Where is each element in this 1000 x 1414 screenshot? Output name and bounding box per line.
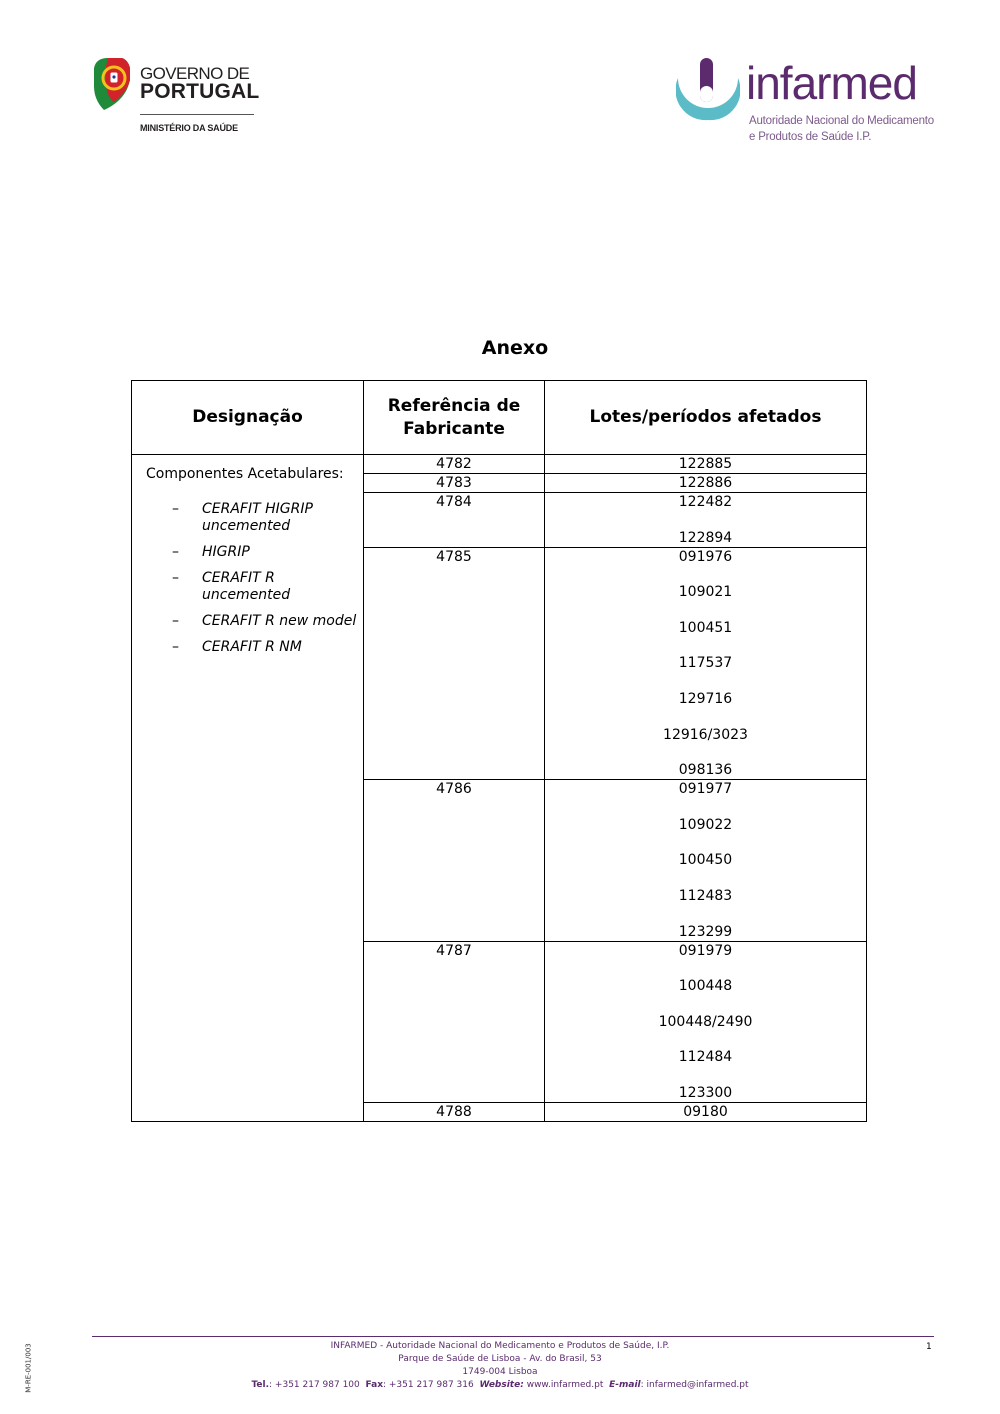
lot-value: 100448 [678,978,733,995]
ref-value: 4785 [436,548,472,565]
header-manufacturer-ref [364,381,545,455]
bullet-dash: – [172,501,179,517]
ref-value: 4784 [436,494,472,510]
lots-cell [545,1102,867,1121]
designation-cell [132,455,364,1122]
lot-value: 123299 [678,923,733,940]
tel-value: : +351 217 987 100 [269,1380,360,1390]
designation-item: CERAFIT R uncemented [202,570,291,603]
header-lots: Lotes/períodos afetados [545,381,867,455]
page-title: Anexo [481,337,549,359]
lot-value: 091979 [678,942,733,959]
lots-cell [545,493,867,548]
gov-logo-divider [140,114,254,115]
ref-value: 4783 [436,475,472,491]
lot-value: 122482 [678,494,733,510]
bullet-dash: – [172,639,179,655]
fax-value: : +351 217 987 316 [383,1380,474,1390]
footer-line1: INFARMED - Autoridade Nacional do Medicamento e Produtos de Saúde, I.P. [330,1341,670,1351]
ref-cell [364,547,545,780]
footer [0,1340,1000,1392]
lot-value: 12916/3023 [663,726,748,743]
designation-item: CERAFIT R NM [202,639,302,655]
ref-value: 4786 [436,781,472,798]
ref-cell [364,455,545,474]
lot-value: 117537 [678,655,733,672]
infarmed-wordmark: infarmed [746,57,917,109]
footer-contacts [0,1379,1000,1392]
lot-value: 122894 [678,529,733,546]
lot-value: 098136 [678,762,733,779]
lots-cell [545,780,867,941]
lot-value: 109021 [678,584,733,601]
portugal-emblem-icon [92,56,132,112]
bullet-dash: – [172,613,179,629]
bullet-dash: – [172,544,179,560]
designation-item: CERAFIT R new model [202,613,357,629]
lot-value: 100448/2490 [658,1013,753,1030]
header-manufacturer-ref-line1: Referência de [387,395,521,416]
email-link[interactable]: : infarmed@infarmed.pt [640,1380,749,1390]
table-row [132,455,867,474]
lots-cell [545,547,867,780]
designation-intro: Componentes Acetabulares: [146,466,344,482]
gov-logo-line2: PORTUGAL [140,80,260,103]
ref-cell [364,474,545,493]
designation-item: CERAFIT HIGRIP uncemented [202,501,313,534]
footer-line3: 1749-004 Lisboa [462,1367,538,1377]
ref-cell [364,941,545,1102]
infarmed-logo [676,56,946,148]
infarmed-mark-icon [676,56,740,122]
fax-label: Fax [365,1380,383,1390]
footer-divider [92,1336,934,1337]
ref-value: 4788 [436,1103,472,1120]
designation-item: HIGRIP [202,544,250,560]
tel-label: Tel. [251,1380,270,1390]
lot-value: 122885 [678,456,733,472]
page-number: 1 [926,1342,932,1352]
website-link[interactable]: www.infarmed.pt [526,1380,604,1390]
infarmed-subtitle-line2: e Produtos de Saúde I.P. [749,131,872,143]
lot-value: 129716 [678,690,733,707]
website-label: Website: [479,1380,524,1390]
lot-value: 091977 [678,781,733,798]
list-item [146,613,363,630]
lots-cell [545,941,867,1102]
lot-value: 112484 [678,1049,733,1066]
email-label: E-mail [609,1380,641,1390]
list-item [146,639,363,656]
lot-value: 109022 [678,816,733,833]
ref-value: 4787 [436,942,472,959]
lots-cell [545,474,867,493]
header-designation: Designação [132,381,364,455]
annex-table [131,380,867,1122]
ref-cell [364,1102,545,1121]
lot-value: 091976 [678,548,733,565]
gov-logo-ministry: MINISTÉRIO DA SAÚDE [140,123,238,133]
lot-value: 100451 [678,619,733,636]
form-code: M-RE-001/003 [24,1343,33,1393]
lot-value: 123300 [678,1084,733,1101]
header-manufacturer-ref-line2: Fabricante [403,418,505,439]
list-item [146,570,363,604]
ref-cell [364,780,545,941]
footer-line2: Parque de Saúde de Lisboa - Av. do Brasil, 53 [398,1354,602,1364]
list-item [146,544,363,561]
ref-cell [364,493,545,548]
lot-value: 100450 [678,852,733,869]
gov-logo-line1: GOVERNO DE [140,64,250,83]
lot-value: 09180 [683,1103,728,1120]
infarmed-subtitle-line1: Autoridade Nacional do Medicamento [749,115,934,127]
governo-portugal-logo [92,56,262,140]
ref-value: 4782 [436,456,472,472]
lot-value: 122886 [678,475,733,491]
table-header-row [132,381,867,455]
lot-value: 112483 [678,887,733,904]
list-item [146,501,363,535]
bullet-dash: – [172,570,179,586]
designation-list [146,501,363,656]
lots-cell [545,455,867,474]
